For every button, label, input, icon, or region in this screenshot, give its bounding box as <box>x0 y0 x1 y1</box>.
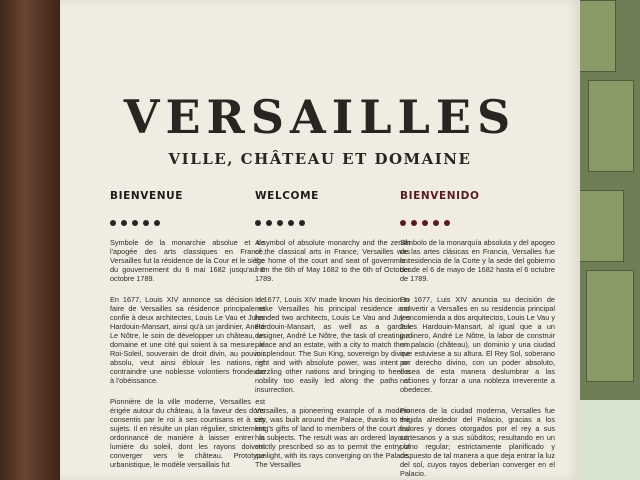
dot <box>411 220 417 226</box>
dot <box>143 220 149 226</box>
column-heading: BIENVENUE <box>110 190 184 202</box>
map-block <box>586 270 634 382</box>
paragraph: Symbole de la monarchie absolue et de l'apogée des arts classiques en France, Versailles fut la résidence de la Cour et le siège du gouvernement du 6 mai 1682 jusqu'au 6 octobre 1789. <box>110 238 265 283</box>
dot-row <box>400 220 555 226</box>
paragraph: Pionnière de la ville moderne, Versailles est érigée autour du château, à la faveur des dons consentis par le roi à ses courtisans et à ses sujets. Il en résulte un plan régulier, strictement ordonnancé de manière à laisser entrer la lumière du soleil, dont les rayons doivent converger vers le château. Prototype urbanistique, le modèle versaillais fut <box>110 397 265 469</box>
dot <box>121 220 127 226</box>
column-heading: WELCOME <box>255 190 319 202</box>
dot <box>288 220 294 226</box>
dot <box>400 220 406 226</box>
dot <box>255 220 261 226</box>
dot <box>299 220 305 226</box>
dot <box>132 220 138 226</box>
map-block <box>588 80 634 172</box>
column-heading: BIENVENIDO <box>400 190 480 202</box>
map-light-area <box>576 400 640 480</box>
dot-row <box>255 220 410 226</box>
dot <box>110 220 116 226</box>
dot <box>422 220 428 226</box>
paragraph: Pionera de la ciudad moderna, Versalles fue erigida alrededor del Palacio, gracias a los favores y dones otorgados por el rey a sus cortesanos y a sus súbditos; resultando en un plano regular; estrictamente planificado y dispuesto de tal manera a que deja entrar la luz del sol, cuyos rayos deberían converger en el Palacio. <box>400 406 555 478</box>
column-spanish <box>400 190 555 478</box>
map-block <box>574 0 616 72</box>
dot-row <box>110 220 265 226</box>
dot <box>444 220 450 226</box>
column-french <box>110 190 265 469</box>
column-english <box>255 190 410 469</box>
paragraph: A symbol of absolute monarchy and the zenith of the classical arts in France, Versailles was the home of the court and seat of government from the 6th of May 1682 to the 6th of October 1789. <box>255 238 410 283</box>
dot <box>154 220 160 226</box>
paragraph: In 1677, Louis XIV made known his decision to make Versailles his principal residence and handed two architects, Louis Le Vau and Jules Hardouin-Mansart, as well as a garden designer, André Le Nôtre, the task of creating a palace and an estate, with a city to match them in splendour. The Sun King, sovereign by divine right and with absolute power, was intent on dazzling other nations and bringing to heel a nobility too easily led along the paths of insurrection. <box>255 295 410 394</box>
sign-subtitle: VILLE, CHÂTEAU ET DOMAINE <box>168 150 472 168</box>
sign-title: VERSAILLES <box>123 90 517 144</box>
paragraph: En 1677, Luis XIV anuncia su decisión de convertir a Versalles en su residencia principal y encomienda a dos arquitectos, Louis Le Vau y Jules Hardouin-Mansart, al igual que a un jardinero, André Le Nôtre, la labor de construir un palacio (château), un dominio y una ciudad que estuviese a su altura. El Rey Sol, soberano por derecho divino, con un poder absoluto, desea de esta manera deslumbrar a las naciones y forzar a una nobleza irreverente a obedecer. <box>400 295 555 394</box>
paragraph: En 1677, Louis XIV annonce sa décision de faire de Versailles sa résidence principale et confie à deux architectes, Louis Le Vau et Jules Hardouin-Mansart, ainsi qu'à un jardinier, André Le Nôtre, le soin de développer un château, un domaine et une cité qui soient à sa mesure. le Roi-Soleil, souverain de droit divin, au pouvoir absolu, veut ainsi éblouir les nations, et contraindre une noblesse volontiers frondeuse à l'obéissance. <box>110 295 265 385</box>
dot <box>433 220 439 226</box>
paragraph: Versailles, a pioneering example of a modern city, was built around the Palace, thanks to the king's gifts of land to members of the court and his subjects. The result was an ordered layout, strictly prescribed so as to permit the entry of sunlight, with its rays converging on the Palace. The Versailles <box>255 406 410 469</box>
info-sign <box>60 0 580 480</box>
paragraph: Símbolo de la monarquía absoluta y del apogeo de las artes clásicas en Francia, Versalles fue la residencia de la Corte y la sede del gobierno desde el 6 de mayo de 1682 hasta el 6 octubre de 1789. <box>400 238 555 283</box>
dot <box>266 220 272 226</box>
dot <box>277 220 283 226</box>
